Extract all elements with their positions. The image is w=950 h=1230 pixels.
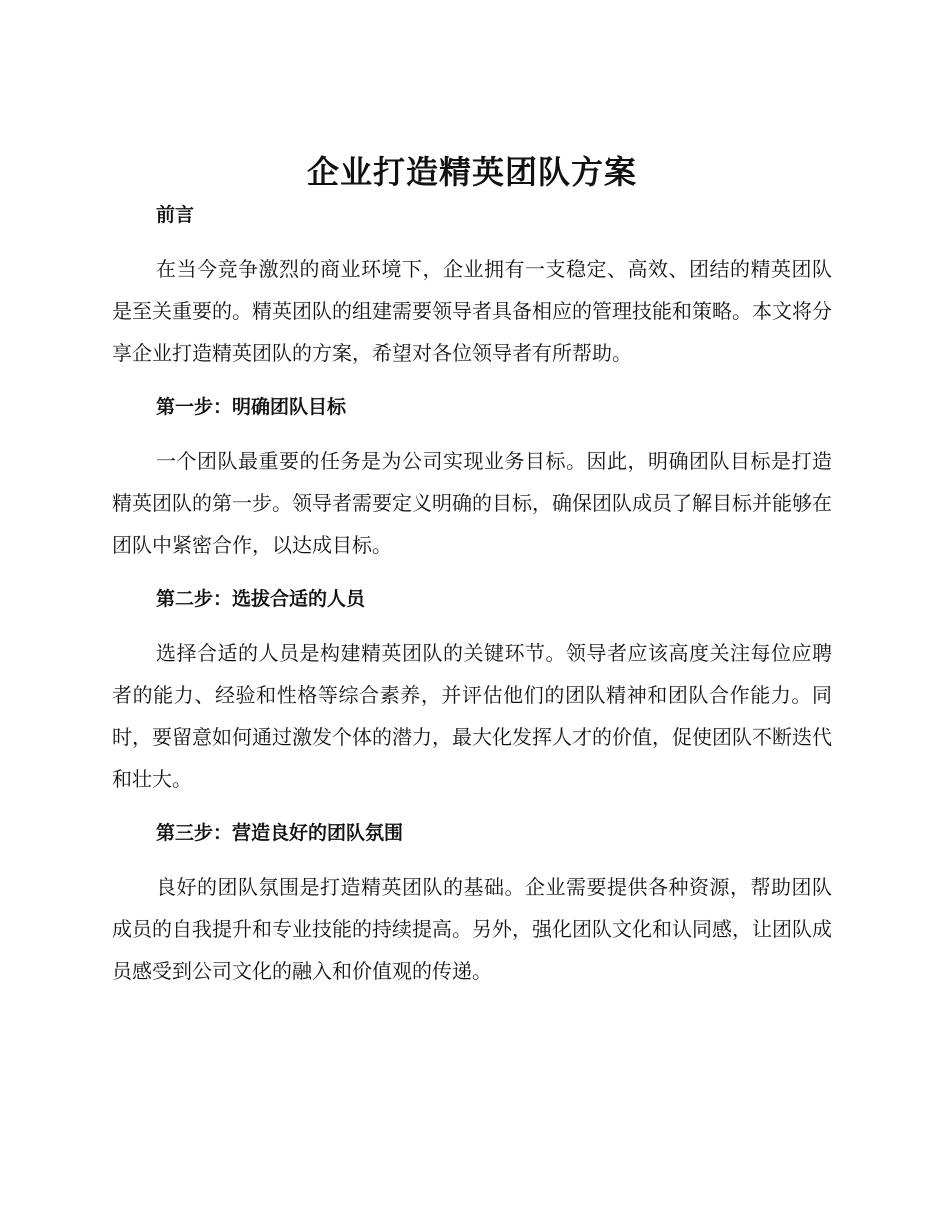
section-heading-step-1: 第一步：明确团队目标 [156,396,347,418]
section-body-preface: 在当今竞争激烈的商业环境下，企业拥有一支稳定、高效、团结的精英团队是至关重要的。精英团队的组建需要领导者具备相应的管理技能和策略。本文将分享企业打造精英团队的方案，希望对各位领导者有所帮助。 [112,257,832,365]
section-step-2 [112,584,832,800]
section-step-3 [112,818,832,992]
section-heading-step-3: 第三步：营造良好的团队氛围 [156,822,404,844]
section-body-step-3: 良好的团队氛围是打造精英团队的基础。企业需要提供各种资源，帮助团队成员的自我提升和专业技能的持续提高。另外，强化团队文化和认同感，让团队成员感受到公司文化的融入和价值观的传递。 [112,875,832,983]
section-step-1 [112,392,832,566]
document-page [112,148,832,1010]
section-body-step-1: 一个团队最重要的任务是为公司实现业务目标。因此，明确团队目标是打造精英团队的第一步。领导者需要定义明确的目标，确保团队成员了解目标并能够在团队中紧密合作，以达成目标。 [112,449,832,557]
section-body-step-2: 选择合适的人员是构建精英团队的关键环节。领导者应该高度关注每位应聘者的能力、经验和性格等综合素养，并评估他们的团队精神和团队合作能力。同时，要留意如何通过激发个体的潜力，最大化发挥人才的价值，促使团队不断迭代和壮大。 [112,641,832,791]
section-heading-preface: 前言 [156,204,195,226]
section-heading-step-2: 第二步：选拔合适的人员 [156,588,366,610]
section-preface [112,200,832,374]
document-title: 企业打造精英团队方案 [306,153,637,191]
